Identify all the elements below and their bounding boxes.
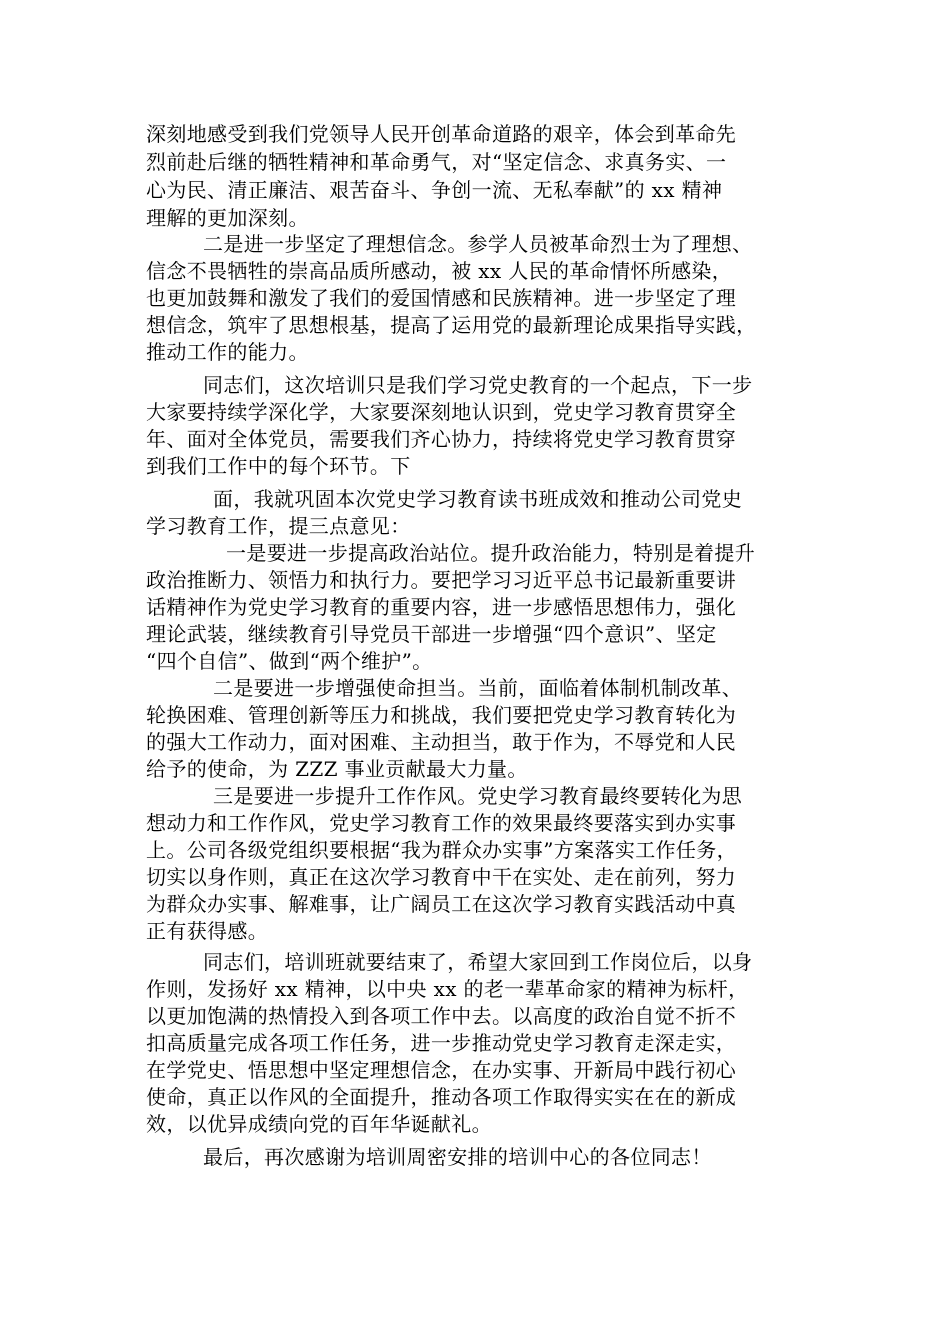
text-line: 同志们，这次培训只是我们学习党史教育的一个起点，下一步 (203, 373, 753, 397)
text-line: 理解的更加深刻。 (146, 206, 309, 230)
text-line: 年、面对全体党员，需要我们齐心协力，持续将党史学习教育贯穿 (146, 427, 737, 451)
text-line: 大家要持续学深化学，大家要深刻地认识到，党史学习教育贯穿全 (146, 400, 737, 424)
text-line: 想动力和工作作风，党史学习教育工作的效果最终要落实到办实事 (146, 811, 737, 835)
text-line: 也更加鼓舞和激发了我们的爱国情感和民族精神。进一步坚定了理 (146, 286, 737, 310)
text-line: 上。公司各级党组织要根据“我为群众办实事”方案落实工作任务， (146, 838, 737, 862)
text-line: 政治推断力、领悟力和执行力。要把学习习近平总书记最新重要讲 (146, 568, 737, 592)
text-line: 深刻地感受到我们党领导人民开创革命道路的艰辛，体会到革命先 (146, 122, 737, 146)
text-line: “四个自信”、做到“两个维护”。 (146, 649, 433, 673)
text-line: 想信念，筑牢了思想根基，提高了运用党的最新理论成果指导实践， (146, 313, 757, 337)
text-line: 三是要进一步提升工作作风。党史学习教育最终要转化为思 (213, 784, 743, 808)
text-line: 的强大工作动力，面对困难、主动担当，敢于作为，不辱党和人民 (146, 730, 737, 754)
text-line: 切实以身作则，真正在这次学习教育中干在实处、走在前列，努力 (146, 865, 737, 889)
text-line: 二是要进一步增强使命担当。当前，面临着体制机制改革、 (213, 676, 743, 700)
text-line: 二是进一步坚定了理想信念。参学人员被革命烈士为了理想、 (203, 232, 753, 256)
text-line: 扣高质量完成各项工作任务，进一步推动党史学习教育走深走实， (146, 1031, 737, 1055)
text-line: 一是要进一步提高政治站位。提升政治能力，特别是着提升 (226, 541, 756, 565)
text-line: 以更加饱满的热情投入到各项工作中去。以高度的政治自觉不折不 (146, 1004, 737, 1028)
text-line: 信念不畏牺牲的崇高品质所感动，被 xx 人民的革命情怀所感染， (146, 259, 733, 283)
text-line: 作则，发扬好 xx 精神，以中央 xx 的老一辈革命家的精神为标杆， (146, 977, 749, 1001)
text-line: 理论武装，继续教育引导党员干部进一步增强“四个意识”、坚定 (146, 622, 717, 646)
text-line: 同志们，培训班就要结束了，希望大家回到工作岗位后，以身 (203, 950, 753, 974)
text-line: 使命，真正以作风的全面提升，推动各项工作取得实实在在的新成 (146, 1085, 737, 1109)
text-line: 烈前赴后继的牺牲精神和革命勇气，对“坚定信念、求真务实、一 (146, 150, 727, 174)
text-line: 为群众办实事、解难事，让广阔员工在这次学习教育实践活动中真 (146, 892, 737, 916)
text-line: 推动工作的能力。 (146, 340, 309, 364)
text-line: 给予的使命，为 ZZZ 事业贡献最大力量。 (146, 757, 528, 781)
text-line: 学习教育工作，提三点意见： (146, 514, 411, 538)
text-line: 正有获得感。 (146, 919, 269, 943)
text-line: 到我们工作中的每个环节。下 (146, 454, 411, 478)
text-line: 在学党史、悟思想中坚定理想信念，在办实事、开新局中践行初心 (146, 1058, 737, 1082)
text-line: 话精神作为党史学习教育的重要内容，进一步感悟思想伟力，强化 (146, 595, 737, 619)
text-line: 面，我就巩固本次党史学习教育读书班成效和推动公司党史 (213, 487, 743, 511)
text-line: 最后，再次感谢为培训周密安排的培训中心的各位同志！ (203, 1145, 712, 1169)
text-line: 心为民、清正廉洁、艰苦奋斗、争创一流、无私奉献”的 xx 精神 (146, 178, 723, 202)
text-line: 效，以优异成绩向党的百年华诞献礼。 (146, 1112, 492, 1136)
text-line: 轮换困难、管理创新等压力和挑战，我们要把党史学习教育转化为 (146, 703, 737, 727)
